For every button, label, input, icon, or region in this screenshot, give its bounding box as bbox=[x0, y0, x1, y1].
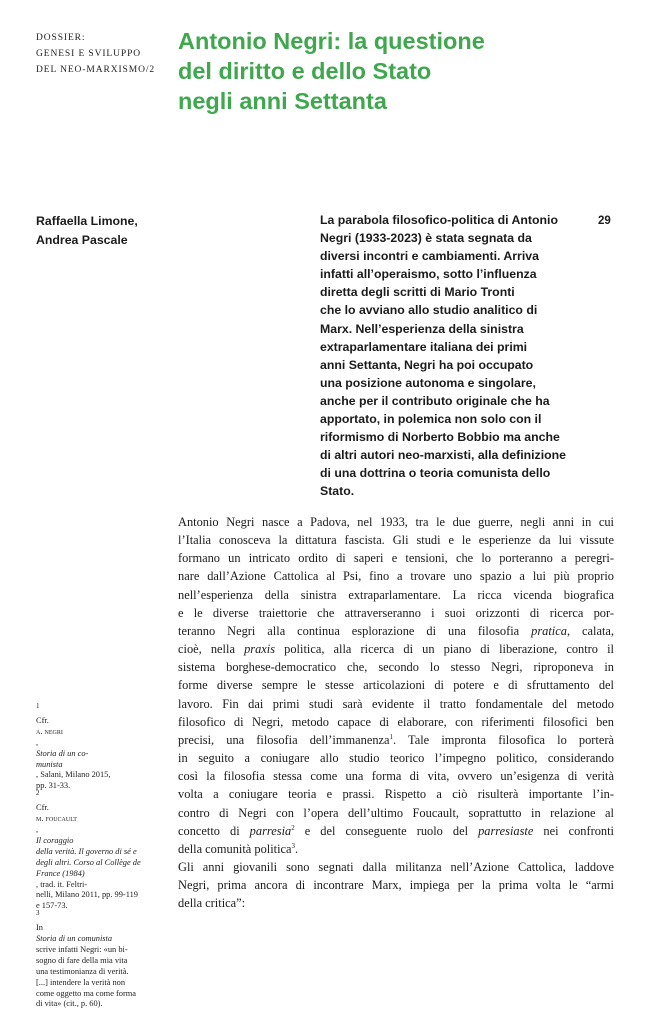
abstract-line: che lo avviano allo studio analitico di bbox=[320, 303, 538, 318]
article-abstract bbox=[320, 211, 610, 501]
footnote-line bbox=[36, 869, 168, 891]
body-line: contro di Negri con l’opera dell’ultimo Foucault, soprattutto in relazione al bbox=[178, 805, 614, 820]
abstract-line: Stato. bbox=[320, 484, 355, 499]
footnote-line bbox=[36, 760, 168, 782]
abstract-line: La parabola filosofico-politica di Antonio bbox=[320, 213, 558, 227]
footnote-ref[interactable]: 3 bbox=[291, 841, 296, 850]
abstract-line: infatti all’operaismo, sotto l’influenza bbox=[320, 267, 537, 282]
body-text-run: della comunità politica bbox=[178, 841, 292, 856]
author-name: Andrea Pascale bbox=[36, 232, 128, 247]
footnote-line: pp. 31-33. bbox=[36, 781, 71, 791]
body-line: l’Italia conosceva la dittatura fascista. Gli studi e le esperienze da lui vissute bbox=[178, 533, 614, 548]
body-text-run: cioè, nella bbox=[178, 642, 245, 657]
article-title bbox=[178, 26, 618, 116]
body-line bbox=[178, 731, 614, 749]
body-text-run: teranno Negri alla continua esplorazione di una filosofia bbox=[178, 623, 532, 638]
footnote-line: sogno di fare della mia vita bbox=[36, 955, 128, 965]
footnote-line: una testimonianza di verità. bbox=[36, 966, 129, 976]
footnote-line: nelli, Milano 2011, pp. 99-119 bbox=[36, 890, 138, 900]
abstract-line: Marx. Nell’esperienza della sinistra bbox=[320, 321, 524, 336]
body-line: filosofico di Negri, metodo capace di elaborare, con riferimenti filosofici ben bbox=[178, 714, 614, 729]
abstract-line: anche per il contributo originale che ha bbox=[320, 393, 550, 408]
body-text-run: concetto di bbox=[178, 823, 250, 838]
body-line: volta a coniugare teoria e prassi. Rispetto a ciò risulterà importante l’in- bbox=[178, 787, 614, 802]
emphasis: praxis bbox=[244, 642, 276, 657]
body-text-run: nei confronti bbox=[533, 823, 614, 838]
body-line: lavoro. Fin dai primi studi sarà evidente il tratto fondamentale del metodo bbox=[178, 696, 614, 711]
body-text-run: precisi, una filosofia dell’immanenza bbox=[178, 732, 390, 747]
title-line: del diritto e dello Stato bbox=[178, 58, 432, 84]
footnote-line: di vita» (cit., p. 60). bbox=[36, 999, 103, 1009]
footnote-text: In bbox=[36, 923, 43, 933]
footnote-line bbox=[36, 909, 168, 945]
footnote-number: 3 bbox=[36, 909, 40, 918]
footnote-author: m. foucault bbox=[36, 814, 77, 824]
footnote-title: Storia di un co- bbox=[36, 748, 89, 758]
body-text-run: politica, alla ricerca di un piano di liberazione, contro il bbox=[275, 642, 614, 657]
footnote-title: Storia di un comunista bbox=[36, 934, 113, 944]
dossier-line: GENESI E SVILUPPO bbox=[36, 49, 142, 59]
emphasis: parresia bbox=[249, 823, 292, 838]
body-line: Antonio Negri nasce a Padova, nel 1933, tra le due guerre, negli anni in cui bbox=[178, 515, 614, 529]
body-text-run: . bbox=[295, 841, 299, 856]
page-number: 29 bbox=[598, 215, 611, 227]
abstract-line: apportato, in polemica non solo con il bbox=[320, 412, 542, 427]
body-line: della critica”: bbox=[178, 896, 246, 911]
abstract-line: Negri (1933-2023) è stata segnata da bbox=[320, 231, 532, 246]
footnote-number: 2 bbox=[36, 789, 40, 798]
abstract-line: di una dottrina o teoria comunista dello bbox=[320, 466, 551, 481]
body-line: così la filosofia stessa come una forma di vita, ovvero un’esigenza di verità bbox=[178, 769, 614, 784]
footnote-number: 1 bbox=[36, 702, 40, 711]
footnote-text: , bbox=[36, 737, 39, 747]
title-line: Antonio Negri: la questione bbox=[178, 28, 485, 54]
body-line: sistema borghese-democratico che, secondo lo stesso Negri, riproponeva in bbox=[178, 660, 614, 675]
footnote-text: Cfr. bbox=[36, 715, 49, 725]
footnote-ref[interactable]: 2 bbox=[291, 823, 295, 832]
body-text-run: , calata, bbox=[566, 623, 614, 638]
body-line: Gli anni giovanili sono segnati dalla militanza nell’Azione Cattolica, laddove bbox=[178, 859, 614, 874]
footnote-title: munista bbox=[36, 759, 63, 769]
footnote-title: France (1984) bbox=[36, 868, 85, 878]
body-line: Negri, prima ancora di incontrare Marx, impiega per la prima volta le “armi bbox=[178, 878, 614, 893]
footnote-ref[interactable]: 1 bbox=[389, 732, 394, 741]
footnote-text: , trad. it. Feltri- bbox=[36, 879, 88, 889]
footnote-line: come oggetto ma come forma bbox=[36, 988, 136, 998]
footnote-author: a. negri bbox=[36, 726, 63, 736]
body-line bbox=[178, 640, 614, 658]
body-line: e le diverse traiettorie che attraverseranno i suoi orizzonti di ricerca por- bbox=[178, 605, 614, 620]
body-line bbox=[178, 622, 614, 640]
body-text-run: . Tale impronta filosofica lo porterà bbox=[393, 732, 614, 747]
body-line: forme diverse sempre le stesse articolazioni di potere e di sfruttamento del bbox=[178, 678, 614, 693]
footnote-title: della verità. Il governo di sé e bbox=[36, 846, 137, 856]
abstract-line: di altri autori neo-marxisti, alla definizione bbox=[320, 448, 566, 463]
abstract-line: riformismo di Norberto Bobbio ma anche bbox=[320, 430, 560, 445]
body-line bbox=[178, 840, 614, 858]
footnote-line bbox=[36, 702, 168, 760]
abstract-line: anni Settanta, Negri ha poi occupato bbox=[320, 357, 534, 372]
body-line: formano un intricato ordito di saperi e tensioni, che lo porteranno a peregri- bbox=[178, 551, 614, 566]
footnote-text: , Salani, Milano 2015, bbox=[36, 770, 111, 780]
footnote-title: Il coraggio bbox=[36, 835, 74, 845]
abstract-line: una posizione autonoma e singolare, bbox=[320, 375, 536, 390]
abstract-line: extraparlamentare italiana dei primi bbox=[320, 339, 528, 354]
body-text-run: e del conseguente ruolo del bbox=[294, 823, 479, 838]
footnote-line: scrive infatti Negri: «un bi- bbox=[36, 944, 128, 954]
dossier-line: DEL NEO-MARXISMO/2 bbox=[36, 65, 156, 75]
footnote-line: [...] intendere la verità non bbox=[36, 977, 126, 987]
body-line: in seguito a coniugare allo studio teorico l’impegno politico, considerando bbox=[178, 751, 614, 766]
abstract-line: diretta degli scritti di Mario Tronti bbox=[320, 285, 515, 300]
emphasis: pratica bbox=[531, 623, 567, 638]
abstract-line: diversi incontri e cambiamenti. Arriva bbox=[320, 249, 539, 264]
emphasis: parresiaste bbox=[478, 823, 534, 838]
title-line: negli anni Settanta bbox=[178, 88, 387, 114]
footnote-line bbox=[36, 789, 168, 847]
author-name: Raffaella Limone, bbox=[36, 214, 138, 228]
body-text bbox=[178, 513, 614, 912]
body-line: nare dall’Azione Cattolica al Psi, fino a trovare uno spazio a lui più proprio bbox=[178, 569, 614, 584]
footnote-title: degli altri. Corso al Collège de bbox=[36, 857, 141, 867]
dossier-line: DOSSIER: bbox=[36, 33, 86, 43]
footnote-line bbox=[36, 858, 168, 869]
body-line bbox=[178, 822, 614, 840]
footnotes bbox=[36, 702, 168, 1010]
dossier-label bbox=[36, 30, 155, 78]
footnote-line bbox=[36, 847, 168, 858]
body-line: nell’esperienza della sinistra extraparlamentare. La ricca vicenda biografica bbox=[178, 587, 614, 602]
footnote-line: e 157-73. bbox=[36, 901, 68, 911]
footnote-text: , bbox=[36, 824, 39, 834]
footnote-text: Cfr. bbox=[36, 803, 49, 813]
article-authors bbox=[36, 212, 138, 249]
